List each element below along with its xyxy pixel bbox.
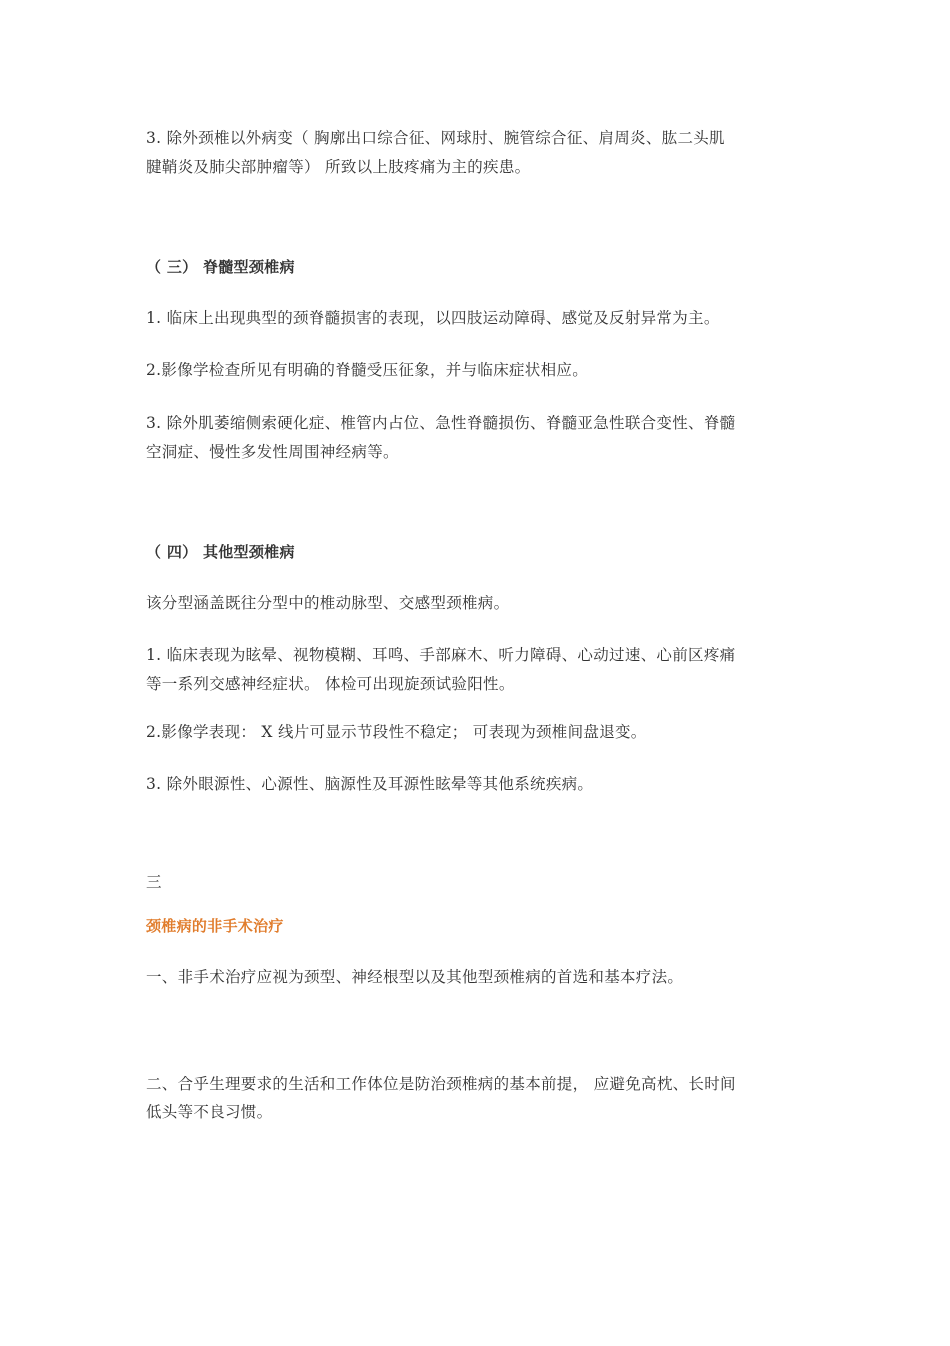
section-heading: （ 四） 其他型颈椎病 <box>146 543 295 561</box>
paragraph-line: 3. 除外颈椎以外病变（ 胸廓出口综合征、网球肘、腕管综合征、肩周炎、肱二头肌 <box>146 129 725 147</box>
section-heading: （ 三） 脊髓型颈椎病 <box>146 258 295 276</box>
paragraph-line: 腱鞘炎及肺尖部肿瘤等） 所致以上肢疼痛为主的疾患。 <box>146 158 531 176</box>
paragraph-line: 3. 除外肌萎缩侧索硬化症、椎管内占位、急性脊髓损伤、脊髓亚急性联合变性、脊髓 <box>146 414 736 432</box>
paragraph-line: 2.影像学表现： X 线片可显示节段性不稳定； 可表现为颈椎间盘退变。 <box>146 723 647 741</box>
paragraph-line: 二、合乎生理要求的生活和工作体位是防治颈椎病的基本前提， 应避免高枕、长时间 <box>146 1075 736 1093</box>
paragraph-line: 3. 除外眼源性、心源性、脑源性及耳源性眩晕等其他系统疾病。 <box>146 775 594 793</box>
paragraph-line: 空洞症、慢性多发性周围神经病等。 <box>146 443 399 461</box>
section-title: 颈椎病的非手术治疗 <box>146 917 284 935</box>
paragraph-line: 2.影像学检查所见有明确的脊髓受压征象，并与临床症状相应。 <box>146 361 588 379</box>
section-number: 三 <box>146 873 162 891</box>
paragraph-line: 1. 临床上出现典型的颈脊髓损害的表现，以四肢运动障碍、感觉及反射异常为主。 <box>146 309 720 327</box>
paragraph-line: 该分型涵盖既往分型中的椎动脉型、交感型颈椎病。 <box>146 594 510 612</box>
paragraph-line: 等一系列交感神经症状。 体检可出现旋颈试验阳性。 <box>146 675 515 693</box>
paragraph-line: 低头等不良习惯。 <box>146 1103 273 1121</box>
paragraph-line: 一、非手术治疗应视为颈型、神经根型以及其他型颈椎病的首选和基本疗法。 <box>146 968 684 986</box>
paragraph-line: 1. 临床表现为眩晕、视物模糊、耳鸣、手部麻木、听力障碍、心动过速、心前区疼痛 <box>146 646 736 664</box>
